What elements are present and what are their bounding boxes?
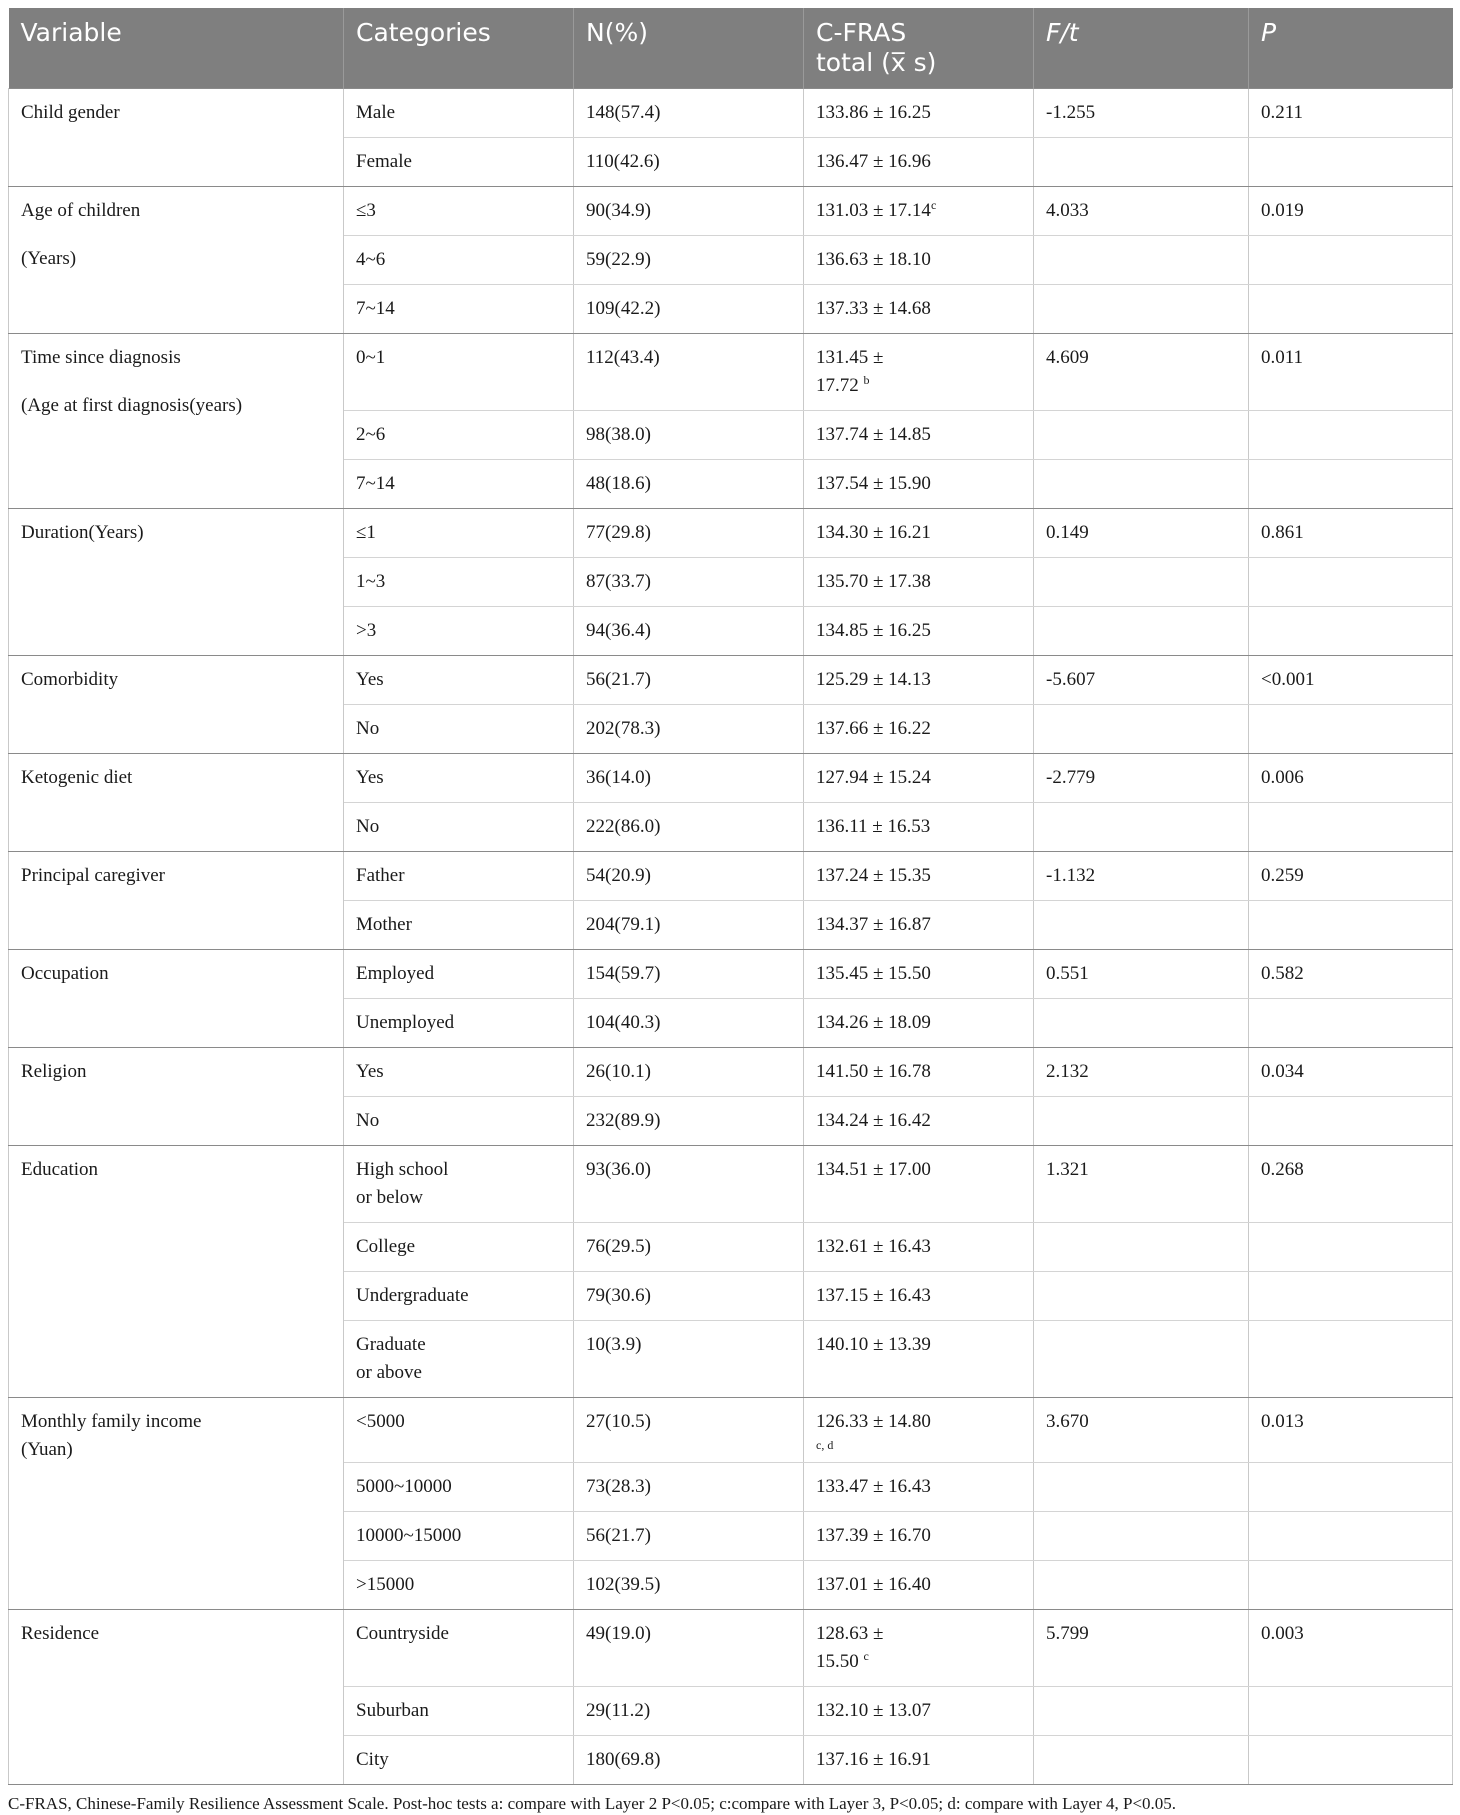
ft-cell <box>1034 1097 1249 1146</box>
category-text: Yes <box>356 1061 384 1082</box>
header-ft: F/t <box>1034 8 1249 89</box>
category-cell <box>344 1687 574 1736</box>
variable-name-line2: (Years) <box>21 248 77 269</box>
n-percent-cell: 93(36.0) <box>574 1146 804 1223</box>
p-cell <box>1249 411 1453 460</box>
category-cell <box>344 1610 574 1687</box>
p-cell <box>1249 1463 1453 1512</box>
ft-cell <box>1034 1736 1249 1785</box>
p-cell <box>1249 285 1453 334</box>
p-cell <box>1249 803 1453 852</box>
p-cell: <0.001 <box>1249 656 1453 705</box>
variable-cell <box>9 89 344 187</box>
cfras-total-cell <box>804 187 1034 236</box>
category-cell <box>344 999 574 1048</box>
category-text: Unemployed <box>356 1012 455 1033</box>
mean-sd-text: 137.24 ± 15.35 <box>816 865 931 886</box>
variable-cell <box>9 852 344 950</box>
p-cell <box>1249 1687 1453 1736</box>
ft-cell: -1.132 <box>1034 852 1249 901</box>
cfras-total-cell <box>804 558 1034 607</box>
mean-sd-text: 134.26 ± 18.09 <box>816 1012 931 1033</box>
table-body <box>9 89 1453 1785</box>
n-percent-cell: 26(10.1) <box>574 1048 804 1097</box>
variable-name: Education <box>21 1159 99 1180</box>
table-row <box>9 754 1453 803</box>
mean-sd-text: 136.11 ± 16.53 <box>816 816 931 837</box>
category-text: 10000~15000 <box>356 1525 462 1546</box>
category-text: 1~3 <box>356 571 386 592</box>
table-row <box>9 1048 1453 1097</box>
n-percent-cell: 56(21.7) <box>574 656 804 705</box>
variable-name-line2: (Yuan) <box>21 1439 73 1460</box>
category-cell <box>344 1398 574 1463</box>
mean-sd-text: 136.63 ± 18.10 <box>816 249 931 270</box>
table-row <box>9 1398 1453 1463</box>
variable-cell <box>9 656 344 754</box>
mean-sd-text: 137.15 ± 16.43 <box>816 1285 931 1306</box>
mean-sd-text: 140.10 ± 13.39 <box>816 1334 931 1355</box>
table-row <box>9 334 1453 411</box>
mean-sd-text: 137.39 ± 16.70 <box>816 1525 931 1546</box>
n-percent-cell: 94(36.4) <box>574 607 804 656</box>
category-text: No <box>356 816 380 837</box>
cfras-total-cell <box>804 1146 1034 1223</box>
p-cell: 0.211 <box>1249 89 1453 138</box>
cfras-total-cell <box>804 1736 1034 1785</box>
category-text: Graduate <box>356 1334 426 1355</box>
cfras-total-cell <box>804 1463 1034 1512</box>
category-cell <box>344 558 574 607</box>
category-text: 7~14 <box>356 298 395 319</box>
variable-name: Child gender <box>21 102 120 123</box>
category-text: 2~6 <box>356 424 386 445</box>
n-percent-cell: 98(38.0) <box>574 411 804 460</box>
table-row <box>9 509 1453 558</box>
variable-name: Age of children <box>21 200 141 221</box>
n-percent-cell: 154(59.7) <box>574 950 804 999</box>
p-cell <box>1249 1736 1453 1785</box>
ft-cell <box>1034 1512 1249 1561</box>
p-cell <box>1249 1272 1453 1321</box>
p-cell: 0.582 <box>1249 950 1453 999</box>
ft-cell <box>1034 411 1249 460</box>
variable-name: Monthly family income <box>21 1411 202 1432</box>
variable-name-line2: (Age at first diagnosis(years) <box>21 395 243 416</box>
p-cell: 0.006 <box>1249 754 1453 803</box>
n-percent-cell: 79(30.6) <box>574 1272 804 1321</box>
p-cell <box>1249 1223 1453 1272</box>
category-cell <box>344 901 574 950</box>
mean-sd-text: 134.30 ± 16.21 <box>816 522 931 543</box>
category-cell <box>344 1223 574 1272</box>
variable-name: Principal caregiver <box>21 865 166 886</box>
category-cell <box>344 460 574 509</box>
category-text: No <box>356 718 380 739</box>
category-text: <5000 <box>356 1411 405 1432</box>
table-row <box>9 1146 1453 1223</box>
category-cell <box>344 656 574 705</box>
category-text: Undergraduate <box>356 1285 469 1306</box>
cfras-total-cell <box>804 509 1034 558</box>
category-text: Employed <box>356 963 435 984</box>
category-cell <box>344 1561 574 1610</box>
mean-sd-text: 134.24 ± 16.42 <box>816 1110 931 1131</box>
n-percent-cell: 76(29.5) <box>574 1223 804 1272</box>
cfras-total-cell <box>804 1097 1034 1146</box>
category-text: Suburban <box>356 1700 429 1721</box>
p-cell: 0.011 <box>1249 334 1453 411</box>
n-percent-cell: 54(20.9) <box>574 852 804 901</box>
table-footnote: C-FRAS, Chinese-Family Resilience Assessment Scale. Post-hoc tests a: compare with Layer 2 P<0.05; c:compare with Layer 3, P<0.05; d: compare with Layer 4, P<0.05. <box>8 1794 1177 1813</box>
ft-cell <box>1034 705 1249 754</box>
ft-cell <box>1034 236 1249 285</box>
cfras-total-cell <box>804 1321 1034 1398</box>
mean-sd-text: 141.50 ± 16.78 <box>816 1061 931 1082</box>
variable-cell <box>9 1048 344 1146</box>
table-row <box>9 1610 1453 1687</box>
category-text-line2: or below <box>356 1187 424 1208</box>
ft-cell: -2.779 <box>1034 754 1249 803</box>
n-percent-cell: 10(3.9) <box>574 1321 804 1398</box>
mean-sd-text-line2: 17.72 <box>816 375 859 396</box>
variable-name: Residence <box>21 1623 100 1644</box>
cfras-total-cell <box>804 89 1034 138</box>
ft-cell <box>1034 999 1249 1048</box>
superscript-marker: c <box>930 198 937 212</box>
cfras-total-cell <box>804 236 1034 285</box>
cfras-total-cell <box>804 705 1034 754</box>
mean-sd-text: 134.51 ± 17.00 <box>816 1159 931 1180</box>
header-categories: Categories <box>344 8 574 89</box>
variable-cell <box>9 187 344 334</box>
p-cell: 0.861 <box>1249 509 1453 558</box>
category-cell <box>344 1097 574 1146</box>
n-percent-cell: 204(79.1) <box>574 901 804 950</box>
category-cell <box>344 89 574 138</box>
mean-sd-text: 137.74 ± 14.85 <box>816 424 931 445</box>
category-cell <box>344 1146 574 1223</box>
category-cell <box>344 1736 574 1785</box>
mean-sd-text: 135.70 ± 17.38 <box>816 571 931 592</box>
category-cell <box>344 138 574 187</box>
ft-cell <box>1034 558 1249 607</box>
cfras-total-cell <box>804 607 1034 656</box>
ft-cell: 4.033 <box>1034 187 1249 236</box>
variable-name: Time since diagnosis <box>21 347 181 368</box>
category-cell <box>344 285 574 334</box>
p-cell <box>1249 236 1453 285</box>
table-header <box>9 8 1453 89</box>
superscript-marker: b <box>863 373 870 387</box>
ft-cell <box>1034 1687 1249 1736</box>
category-text: ≤3 <box>356 200 376 221</box>
category-text: City <box>356 1749 389 1770</box>
category-text: Countryside <box>356 1623 449 1644</box>
variable-name: Religion <box>21 1061 87 1082</box>
header-n: N(%) <box>574 8 804 89</box>
p-cell: 0.013 <box>1249 1398 1453 1463</box>
cfras-total-cell <box>804 999 1034 1048</box>
ft-cell: -1.255 <box>1034 89 1249 138</box>
category-cell <box>344 1463 574 1512</box>
cfras-total-cell <box>804 1272 1034 1321</box>
p-cell <box>1249 705 1453 754</box>
mean-sd-text: 131.03 ± 17.14 <box>816 200 931 221</box>
p-cell <box>1249 1512 1453 1561</box>
cfras-total-cell <box>804 460 1034 509</box>
category-text: 7~14 <box>356 473 395 494</box>
n-percent-cell: 180(69.8) <box>574 1736 804 1785</box>
ft-cell <box>1034 1463 1249 1512</box>
header-cfras-line2: total (x̅ s) <box>816 48 937 77</box>
cfras-total-cell <box>804 285 1034 334</box>
mean-sd-text: 126.33 ± 14.80 <box>816 1411 931 1432</box>
category-cell <box>344 1512 574 1561</box>
category-text: >15000 <box>356 1574 415 1595</box>
ft-cell <box>1034 138 1249 187</box>
variable-cell <box>9 1146 344 1398</box>
cfras-total-cell <box>804 1048 1034 1097</box>
n-percent-cell: 202(78.3) <box>574 705 804 754</box>
ft-cell <box>1034 1223 1249 1272</box>
category-text: ≤1 <box>356 522 376 543</box>
n-percent-cell: 222(86.0) <box>574 803 804 852</box>
n-percent-cell: 27(10.5) <box>574 1398 804 1463</box>
ft-cell: 0.149 <box>1034 509 1249 558</box>
cfras-total-cell <box>804 656 1034 705</box>
p-cell <box>1249 999 1453 1048</box>
p-cell <box>1249 607 1453 656</box>
variable-cell <box>9 1398 344 1610</box>
n-percent-cell: 232(89.9) <box>574 1097 804 1146</box>
category-cell <box>344 754 574 803</box>
category-cell <box>344 852 574 901</box>
cfras-total-cell <box>804 1512 1034 1561</box>
cfras-total-cell <box>804 334 1034 411</box>
variable-cell <box>9 334 344 509</box>
post-hoc-marker: c, d <box>816 1438 834 1452</box>
cfras-total-cell <box>804 1398 1034 1463</box>
mean-sd-text: 137.01 ± 16.40 <box>816 1574 931 1595</box>
p-cell: 0.019 <box>1249 187 1453 236</box>
cfras-total-cell <box>804 803 1034 852</box>
mean-sd-text: 132.61 ± 16.43 <box>816 1236 931 1257</box>
n-percent-cell: 109(42.2) <box>574 285 804 334</box>
p-cell: 0.003 <box>1249 1610 1453 1687</box>
category-cell <box>344 950 574 999</box>
category-cell <box>344 1272 574 1321</box>
n-percent-cell: 90(34.9) <box>574 187 804 236</box>
p-cell <box>1249 460 1453 509</box>
ft-cell: 2.132 <box>1034 1048 1249 1097</box>
category-text: High school <box>356 1159 449 1180</box>
n-percent-cell: 49(19.0) <box>574 1610 804 1687</box>
ft-cell: 1.321 <box>1034 1146 1249 1223</box>
n-percent-cell: 104(40.3) <box>574 999 804 1048</box>
cfras-total-cell <box>804 411 1034 460</box>
variable-name: Duration(Years) <box>21 522 144 543</box>
table-row <box>9 89 1453 138</box>
table-row <box>9 950 1453 999</box>
n-percent-cell: 112(43.4) <box>574 334 804 411</box>
ft-cell <box>1034 607 1249 656</box>
category-cell <box>344 411 574 460</box>
variable-cell <box>9 754 344 852</box>
mean-sd-text: 137.54 ± 15.90 <box>816 473 931 494</box>
n-percent-cell: 110(42.6) <box>574 138 804 187</box>
ft-cell <box>1034 285 1249 334</box>
ft-cell <box>1034 1561 1249 1610</box>
cfras-total-cell <box>804 138 1034 187</box>
mean-sd-text: 127.94 ± 15.24 <box>816 767 931 788</box>
category-text: Mother <box>356 914 412 935</box>
n-percent-cell: 87(33.7) <box>574 558 804 607</box>
ft-cell <box>1034 1272 1249 1321</box>
mean-sd-text: 134.37 ± 16.87 <box>816 914 931 935</box>
ft-cell: 0.551 <box>1034 950 1249 999</box>
category-cell <box>344 1321 574 1398</box>
category-text: Father <box>356 865 405 886</box>
n-percent-cell: 36(14.0) <box>574 754 804 803</box>
n-percent-cell: 102(39.5) <box>574 1561 804 1610</box>
category-text: 0~1 <box>356 347 386 368</box>
variable-cell <box>9 950 344 1048</box>
p-cell <box>1249 1561 1453 1610</box>
p-cell: 0.268 <box>1249 1146 1453 1223</box>
category-text: No <box>356 1110 380 1131</box>
mean-sd-text: 136.47 ± 16.96 <box>816 151 931 172</box>
category-text-line2: or above <box>356 1362 422 1383</box>
mean-sd-text: 133.86 ± 16.25 <box>816 102 931 123</box>
ft-cell <box>1034 901 1249 950</box>
n-percent-cell: 77(29.8) <box>574 509 804 558</box>
variable-name: Comorbidity <box>21 669 119 690</box>
mean-sd-text: 133.47 ± 16.43 <box>816 1476 931 1497</box>
mean-sd-text: 137.33 ± 14.68 <box>816 298 931 319</box>
category-cell <box>344 236 574 285</box>
category-text: 4~6 <box>356 249 386 270</box>
p-cell <box>1249 558 1453 607</box>
ft-cell: 5.799 <box>1034 1610 1249 1687</box>
n-percent-cell: 148(57.4) <box>574 89 804 138</box>
category-cell <box>344 803 574 852</box>
table-row <box>9 656 1453 705</box>
category-text: >3 <box>356 620 377 641</box>
p-cell <box>1249 1321 1453 1398</box>
cfras-total-cell <box>804 1223 1034 1272</box>
table-row <box>9 852 1453 901</box>
variable-name: Occupation <box>21 963 109 984</box>
mean-sd-text: 137.66 ± 16.22 <box>816 718 931 739</box>
category-text: Yes <box>356 669 384 690</box>
header-variable: Variable <box>9 8 344 89</box>
variable-cell <box>9 1610 344 1785</box>
category-cell <box>344 607 574 656</box>
cfras-total-cell <box>804 1610 1034 1687</box>
cfras-total-cell <box>804 950 1034 999</box>
category-text: 5000~10000 <box>356 1476 452 1497</box>
p-cell <box>1249 1097 1453 1146</box>
mean-sd-text: 132.10 ± 13.07 <box>816 1700 931 1721</box>
p-cell <box>1249 138 1453 187</box>
category-text: College <box>356 1236 416 1257</box>
cfras-total-cell <box>804 1687 1034 1736</box>
n-percent-cell: 48(18.6) <box>574 460 804 509</box>
variable-name: Ketogenic diet <box>21 767 133 788</box>
category-text: Yes <box>356 767 384 788</box>
mean-sd-text: 135.45 ± 15.50 <box>816 963 931 984</box>
n-percent-cell: 59(22.9) <box>574 236 804 285</box>
ft-cell <box>1034 1321 1249 1398</box>
ft-cell <box>1034 460 1249 509</box>
data-table <box>8 8 1453 1785</box>
mean-sd-text: 137.16 ± 16.91 <box>816 1749 931 1770</box>
mean-sd-text: 134.85 ± 16.25 <box>816 620 931 641</box>
cfras-total-cell <box>804 852 1034 901</box>
category-cell <box>344 187 574 236</box>
n-percent-cell: 73(28.3) <box>574 1463 804 1512</box>
variable-cell <box>9 509 344 656</box>
n-percent-cell: 56(21.7) <box>574 1512 804 1561</box>
ft-cell: 4.609 <box>1034 334 1249 411</box>
category-cell <box>344 509 574 558</box>
ft-cell: 3.670 <box>1034 1398 1249 1463</box>
mean-sd-text-line2: 15.50 <box>816 1651 859 1672</box>
mean-sd-text: 131.45 ± <box>816 347 884 368</box>
cfras-total-cell <box>804 901 1034 950</box>
cfras-total-cell <box>804 754 1034 803</box>
header-cfras-line1: C-FRAS <box>816 18 907 47</box>
header-p: P <box>1249 8 1453 89</box>
ft-cell: -5.607 <box>1034 656 1249 705</box>
cfras-total-cell <box>804 1561 1034 1610</box>
table-container <box>8 8 1452 1815</box>
p-cell: 0.259 <box>1249 852 1453 901</box>
category-text: Male <box>356 102 396 123</box>
n-percent-cell: 29(11.2) <box>574 1687 804 1736</box>
superscript-marker: c <box>863 1649 869 1663</box>
mean-sd-text: 125.29 ± 14.13 <box>816 669 931 690</box>
ft-cell <box>1034 803 1249 852</box>
category-text: Female <box>356 151 412 172</box>
header-cfras <box>804 8 1034 89</box>
category-cell <box>344 705 574 754</box>
category-cell <box>344 1048 574 1097</box>
table-row <box>9 187 1453 236</box>
p-cell <box>1249 901 1453 950</box>
category-cell <box>344 334 574 411</box>
p-cell: 0.034 <box>1249 1048 1453 1097</box>
mean-sd-text: 128.63 ± <box>816 1623 884 1644</box>
